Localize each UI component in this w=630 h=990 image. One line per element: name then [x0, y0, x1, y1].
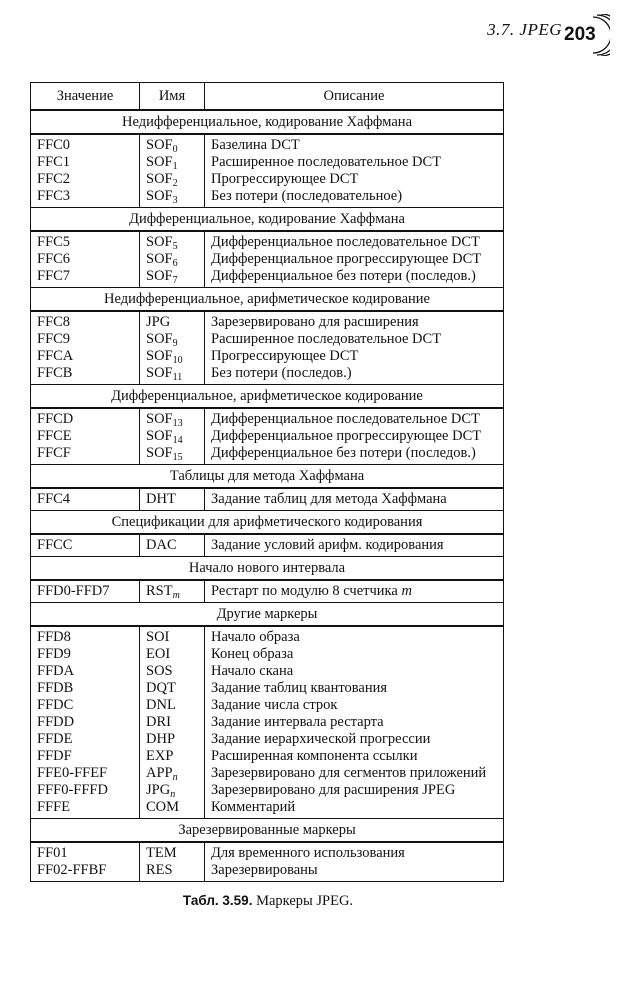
marker-name [140, 731, 205, 748]
marker-name-text: TEM [146, 845, 177, 861]
marker-description [205, 731, 504, 748]
table-row [31, 626, 504, 646]
marker-description-text: Зарезервировано для расширения [211, 314, 419, 330]
marker-description [205, 799, 504, 819]
table-row [31, 680, 504, 697]
table-row [31, 534, 504, 557]
marker-description-text: Расширенное последовательное DCT [211, 331, 442, 347]
marker-name-subscript: 7 [172, 275, 178, 286]
marker-name [140, 765, 205, 782]
marker-description [205, 714, 504, 731]
marker-description [205, 646, 504, 663]
marker-name [140, 862, 205, 882]
table-caption [0, 893, 536, 910]
marker-description [205, 311, 504, 331]
marker-description [205, 748, 504, 765]
marker-name-text: SOF [146, 428, 173, 444]
table-row [31, 251, 504, 268]
section-title: Недифференциальное, арифметическое кодирование [31, 288, 504, 312]
section-header-row [31, 603, 504, 627]
marker-description [205, 408, 504, 428]
marker-name-subscript: 3 [172, 195, 178, 206]
marker-description [205, 428, 504, 445]
table-row [31, 408, 504, 428]
marker-description-text: Задание таблиц квантования [211, 680, 388, 696]
marker-description [205, 626, 504, 646]
marker-name [140, 663, 205, 680]
section-header-row [31, 819, 504, 843]
arcs-ornament-icon [592, 14, 610, 56]
table-row [31, 311, 504, 331]
marker-description [205, 765, 504, 782]
marker-name-text: SOF [146, 411, 173, 427]
marker-name-text: SOS [146, 663, 173, 679]
marker-description-text: Дифференциальное прогрессирующее DCT [211, 428, 482, 444]
marker-value: FFCE [31, 428, 140, 445]
marker-description-text: Рестарт по модулю 8 счетчика [211, 583, 398, 599]
marker-name [140, 268, 205, 288]
marker-description [205, 445, 504, 465]
table-row [31, 154, 504, 171]
section-title: Другие маркеры [31, 603, 504, 627]
marker-description-text: Прогрессирующее DCT [211, 348, 359, 364]
marker-value: FFCC [31, 534, 140, 557]
marker-value: FFCB [31, 365, 140, 385]
marker-description [205, 251, 504, 268]
marker-name-subscript: 5 [172, 241, 178, 252]
marker-description-text: Дифференциальное последовательное DCT [211, 234, 480, 250]
marker-description-text: Без потери (последов.) [211, 365, 352, 381]
marker-value: FFDA [31, 663, 140, 680]
marker-value: FFC5 [31, 231, 140, 251]
marker-value: FFD8 [31, 626, 140, 646]
marker-description-text: Дифференциальное без потери (последов.) [211, 445, 476, 461]
marker-description [205, 842, 504, 862]
marker-value: FFFE [31, 799, 140, 819]
marker-name-subscript: 6 [172, 258, 178, 269]
table-row [31, 171, 504, 188]
marker-value: FFF0-FFFD [31, 782, 140, 799]
marker-value: FFDE [31, 731, 140, 748]
table-row [31, 580, 504, 603]
marker-name [140, 646, 205, 663]
marker-description [205, 134, 504, 154]
marker-name-text: SOF [146, 445, 173, 461]
marker-description [205, 580, 504, 603]
marker-name-text: SOF [146, 268, 173, 284]
marker-description-text: Для временного использования [211, 845, 405, 861]
marker-name-subscript: 1 [172, 161, 178, 172]
table-row [31, 134, 504, 154]
marker-name-text: DHT [146, 491, 176, 507]
section-header-row [31, 208, 504, 232]
marker-description [205, 331, 504, 348]
marker-description-text: Без потери (последовательное) [211, 188, 403, 204]
marker-description [205, 534, 504, 557]
table-body [31, 110, 504, 882]
section-title: Недифференциальное, кодирование Хаффмана [31, 110, 504, 134]
marker-name-subscript: 0 [172, 144, 178, 155]
marker-name [140, 488, 205, 511]
marker-description-text: Задание числа строк [211, 697, 338, 713]
marker-value: FFE0-FFEF [31, 765, 140, 782]
marker-name [140, 231, 205, 251]
section-title: Зарезервированные маркеры [31, 819, 504, 843]
marker-name-subscript: 9 [172, 338, 178, 349]
caption-text: Маркеры JPEG. [256, 893, 354, 909]
marker-value: FFC9 [31, 331, 140, 348]
marker-value: FFD9 [31, 646, 140, 663]
marker-name-text: SOF [146, 188, 173, 204]
marker-description [205, 488, 504, 511]
marker-name [140, 445, 205, 465]
marker-name [140, 782, 205, 799]
section-header-row [31, 557, 504, 581]
marker-description [205, 348, 504, 365]
marker-name-text: JPG [146, 314, 171, 330]
marker-name-text: JPG [146, 782, 171, 798]
table-row [31, 428, 504, 445]
marker-name [140, 534, 205, 557]
marker-name-text: SOF [146, 137, 173, 153]
table-row [31, 862, 504, 882]
marker-value: FFC6 [31, 251, 140, 268]
marker-name [140, 842, 205, 862]
marker-description-text: Дифференциальное без потери (последов.) [211, 268, 476, 284]
marker-description-text: Зарезервировано для сегментов приложений [211, 765, 487, 781]
marker-value: FF01 [31, 842, 140, 862]
marker-value: FFDC [31, 697, 140, 714]
marker-description [205, 188, 504, 208]
marker-description [205, 171, 504, 188]
marker-name [140, 408, 205, 428]
marker-description-text: Задание условий арифм. кодирования [211, 537, 444, 553]
marker-name-subscript: 13 [172, 418, 183, 429]
marker-name-subscript: m [172, 590, 180, 601]
table-row [31, 348, 504, 365]
marker-description [205, 697, 504, 714]
marker-name [140, 171, 205, 188]
marker-name-text: SOF [146, 365, 173, 381]
marker-name-text: RST [146, 583, 173, 599]
marker-name [140, 348, 205, 365]
marker-name-subscript: n [170, 789, 176, 800]
table-header-row [31, 83, 504, 111]
marker-description-text: Задание иерархической прогрессии [211, 731, 431, 747]
marker-value: FFDB [31, 680, 140, 697]
marker-value: FFC7 [31, 268, 140, 288]
section-header-row [31, 110, 504, 134]
section-title: Спецификации для арифметического кодирования [31, 511, 504, 535]
marker-description-text: Начало образа [211, 629, 300, 645]
table-row [31, 714, 504, 731]
marker-description [205, 680, 504, 697]
marker-name-text: DQT [146, 680, 176, 696]
marker-description-text: Задание таблиц для метода Хаффмана [211, 491, 447, 507]
marker-description [205, 154, 504, 171]
marker-name-text: SOF [146, 331, 173, 347]
table-row [31, 697, 504, 714]
marker-name-text: DAC [146, 537, 177, 553]
marker-name-text: DNL [146, 697, 176, 713]
marker-description [205, 268, 504, 288]
marker-name [140, 428, 205, 445]
marker-name [140, 626, 205, 646]
section-header-row [31, 385, 504, 409]
marker-name [140, 697, 205, 714]
table-row [31, 445, 504, 465]
marker-value: FFC0 [31, 134, 140, 154]
marker-value: FFCA [31, 348, 140, 365]
marker-description-variable: m [401, 583, 412, 599]
marker-name-subscript: 11 [172, 372, 183, 383]
table-row [31, 842, 504, 862]
marker-value: FFC4 [31, 488, 140, 511]
marker-name-subscript: 14 [172, 435, 183, 446]
running-head: 3.7. JPEG [487, 20, 562, 39]
marker-description-text: Конец образа [211, 646, 294, 662]
section-header-row [31, 511, 504, 535]
table-row [31, 646, 504, 663]
marker-name [140, 799, 205, 819]
marker-value: FFCD [31, 408, 140, 428]
section-title: Дифференциальное, арифметическое кодирование [31, 385, 504, 409]
marker-value: FF02-FFBF [31, 862, 140, 882]
marker-value: FFC8 [31, 311, 140, 331]
marker-value: FFD0-FFD7 [31, 580, 140, 603]
marker-description [205, 231, 504, 251]
table-row [31, 365, 504, 385]
marker-description-text: Расширенная компонента ссылки [211, 748, 418, 764]
marker-value: FFC2 [31, 171, 140, 188]
marker-value: FFCF [31, 445, 140, 465]
table-row [31, 782, 504, 799]
table-row [31, 268, 504, 288]
section-header-row [31, 465, 504, 489]
marker-name [140, 714, 205, 731]
marker-description-text: Базелина DCT [211, 137, 300, 153]
section-header-row [31, 288, 504, 312]
marker-name [140, 134, 205, 154]
marker-name-subscript: 10 [172, 355, 183, 366]
marker-name [140, 365, 205, 385]
table-row [31, 731, 504, 748]
table-row [31, 663, 504, 680]
marker-name [140, 748, 205, 765]
marker-name [140, 580, 205, 603]
marker-description-text: Начало скана [211, 663, 294, 679]
marker-description-text: Дифференциальное прогрессирующее DCT [211, 251, 482, 267]
column-header-name: Имя [140, 83, 205, 111]
marker-name-text: EOI [146, 646, 171, 662]
jpeg-markers-table [30, 82, 504, 882]
table-row [31, 231, 504, 251]
marker-value: FFDD [31, 714, 140, 731]
marker-value: FFDF [31, 748, 140, 765]
marker-name-text: RES [146, 862, 173, 878]
marker-name-subscript: 2 [172, 178, 178, 189]
marker-description [205, 862, 504, 882]
marker-name-text: SOF [146, 348, 173, 364]
table-row [31, 765, 504, 782]
page-number-badge [564, 14, 610, 56]
marker-value: FFC1 [31, 154, 140, 171]
table-row [31, 188, 504, 208]
marker-name-text: SOF [146, 234, 173, 250]
marker-name [140, 251, 205, 268]
marker-name-text: EXP [146, 748, 174, 764]
marker-description-text: Дифференциальное последовательное DCT [211, 411, 480, 427]
marker-description-text: Прогрессирующее DCT [211, 171, 359, 187]
marker-description-text: Комментарий [211, 799, 296, 815]
marker-description-text: Расширенное последовательное DCT [211, 154, 442, 170]
marker-name [140, 311, 205, 331]
marker-value: FFC3 [31, 188, 140, 208]
marker-name-text: SOF [146, 171, 173, 187]
marker-name-text: SOF [146, 251, 173, 267]
marker-name-text: APP [146, 765, 173, 781]
column-header-value: Значение [31, 83, 140, 111]
marker-name-text: DRI [146, 714, 171, 730]
marker-name [140, 188, 205, 208]
section-title: Начало нового интервала [31, 557, 504, 581]
marker-name [140, 154, 205, 171]
marker-name-text: SOI [146, 629, 170, 645]
marker-description [205, 663, 504, 680]
caption-label: Табл. 3.59. [182, 893, 253, 908]
table-row [31, 488, 504, 511]
table-row [31, 799, 504, 819]
marker-description-text: Задание интервала рестарта [211, 714, 384, 730]
section-title: Таблицы для метода Хаффмана [31, 465, 504, 489]
marker-description [205, 782, 504, 799]
marker-description-text: Зарезервированы [211, 862, 318, 878]
table-row [31, 331, 504, 348]
marker-name-subscript: 15 [172, 452, 183, 463]
table-row [31, 748, 504, 765]
marker-name [140, 331, 205, 348]
section-title: Дифференциальное, кодирование Хаффмана [31, 208, 504, 232]
marker-name [140, 680, 205, 697]
marker-description-text: Зарезервировано для расширения JPEG [211, 782, 456, 798]
page-number: 203 [564, 24, 596, 45]
marker-name-text: SOF [146, 154, 173, 170]
column-header-description: Описание [205, 83, 504, 111]
marker-description [205, 365, 504, 385]
marker-name-subscript: n [172, 772, 178, 783]
marker-name-text: COM [146, 799, 180, 815]
marker-name-text: DHP [146, 731, 176, 747]
